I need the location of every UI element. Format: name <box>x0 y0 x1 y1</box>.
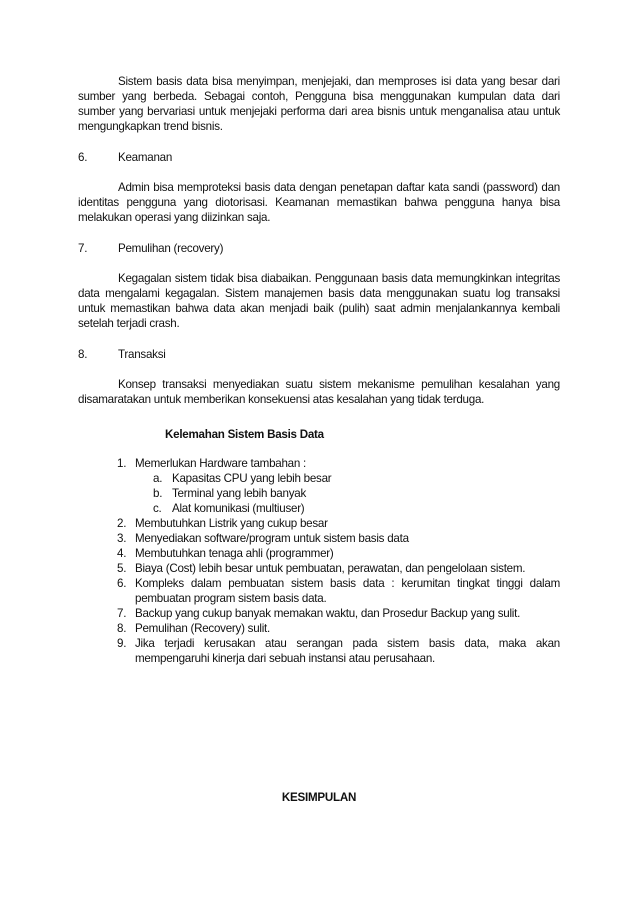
sub-list-text: Alat komunikasi (multiuser) <box>172 502 305 515</box>
section-title: Pemulihan (recovery) <box>118 242 224 255</box>
sub-list-text: Terminal yang lebih banyak <box>172 487 306 500</box>
list-number: 7. <box>117 607 127 620</box>
list-item <box>117 621 560 636</box>
section-paragraph: Kegagalan sistem tidak bisa diabaikan. Penggunaan basis data memungkinkan integritas data mengalami kegagalan. Sistem manajemen basis data menggunakan suatu log transaksi untuk memastikan bahwa data akan menjadi baik (pulih) saat admin menjalankannya kembali setelah terjadi crash. <box>78 272 560 330</box>
list-number: 5. <box>117 562 127 575</box>
section-number: 6. <box>78 151 88 164</box>
section-heading <box>78 347 560 362</box>
intro-paragraph: Sistem basis data bisa menyimpan, menjejaki, dan memproses isi data yang besar dari sumber yang berbeda. Sebagai contoh, Pengguna bisa menggunakan kumpulan data dari sumber yang bervariasi untuk menjejaki performa dari area bisnis untuk menganalisa atau untuk mengungkapkan trend bisnis. <box>78 75 560 133</box>
list-text: Memerlukan Hardware tambahan : <box>135 457 306 470</box>
list-item <box>117 456 560 516</box>
sub-list-item <box>153 486 560 501</box>
section-paragraph: Admin bisa memproteksi basis data dengan penetapan daftar kata sandi (password) dan identitas pengguna yang diotorisasi. Keamanan memastikan bahwa pengguna hanya bisa melakukan operasi yang diizinkan saja. <box>78 181 560 224</box>
list-text: Membutuhkan tenaga ahli (programmer) <box>135 547 334 560</box>
list-number: 3. <box>117 532 127 545</box>
list-item <box>117 531 560 546</box>
conclusion-heading: KESIMPULAN <box>281 791 357 804</box>
sub-list-letter: b. <box>153 487 163 500</box>
document-body <box>78 74 560 666</box>
sub-list-item <box>153 471 560 486</box>
list-item <box>117 636 560 666</box>
sub-list-item <box>153 501 560 516</box>
list-item <box>117 576 560 606</box>
list-text: Kompleks dalam pembuatan sistem basis data : kerumitan tingkat tinggi dalam pembuatan program sistem basis data. <box>135 577 560 605</box>
list-item <box>117 606 560 621</box>
section-title: Transaksi <box>118 348 166 361</box>
list-item <box>117 561 560 576</box>
section-heading <box>78 241 560 256</box>
section-transaksi <box>78 347 560 407</box>
sub-list-text: Kapasitas CPU yang lebih besar <box>172 472 332 485</box>
section-number: 8. <box>78 348 88 361</box>
list-number: 2. <box>117 517 127 530</box>
weakness-heading: Kelemahan Sistem Basis Data <box>165 428 324 441</box>
section-pemulihan <box>78 241 560 331</box>
list-number: 9. <box>117 637 127 650</box>
list-number: 8. <box>117 622 127 635</box>
list-number: 1. <box>117 457 127 470</box>
list-text: Pemulihan (Recovery) sulit. <box>135 622 271 635</box>
list-text: Backup yang cukup banyak memakan waktu, dan Prosedur Backup yang sulit. <box>135 607 521 620</box>
section-paragraph: Konsep transaksi menyediakan suatu sistem mekanisme pemulihan kesalahan yang disamaratakan untuk memberikan konsekuensi atas kesalahan yang tidak terduga. <box>78 378 560 406</box>
sub-list <box>135 471 560 516</box>
section-title: Keamanan <box>118 151 173 164</box>
list-text: Menyediakan software/program untuk sistem basis data <box>135 532 409 545</box>
section-number: 7. <box>78 242 88 255</box>
list-number: 4. <box>117 547 127 560</box>
list-item <box>117 546 560 561</box>
sub-list-letter: c. <box>153 502 162 515</box>
list-text: Jika terjadi kerusakan atau serangan pada sistem basis data, maka akan mempengaruhi kinerja dari sebuah instansi atau perusahaan. <box>135 637 560 665</box>
weakness-list <box>78 456 560 666</box>
list-text: Biaya (Cost) lebih besar untuk pembuatan, perawatan, dan pengelolaan sistem. <box>135 562 526 575</box>
list-item <box>117 516 560 531</box>
section-keamanan <box>78 150 560 225</box>
section-heading <box>78 150 560 165</box>
list-number: 6. <box>117 577 127 590</box>
list-text: Membutuhkan Listrik yang cukup besar <box>135 517 328 530</box>
sub-list-letter: a. <box>153 472 163 485</box>
